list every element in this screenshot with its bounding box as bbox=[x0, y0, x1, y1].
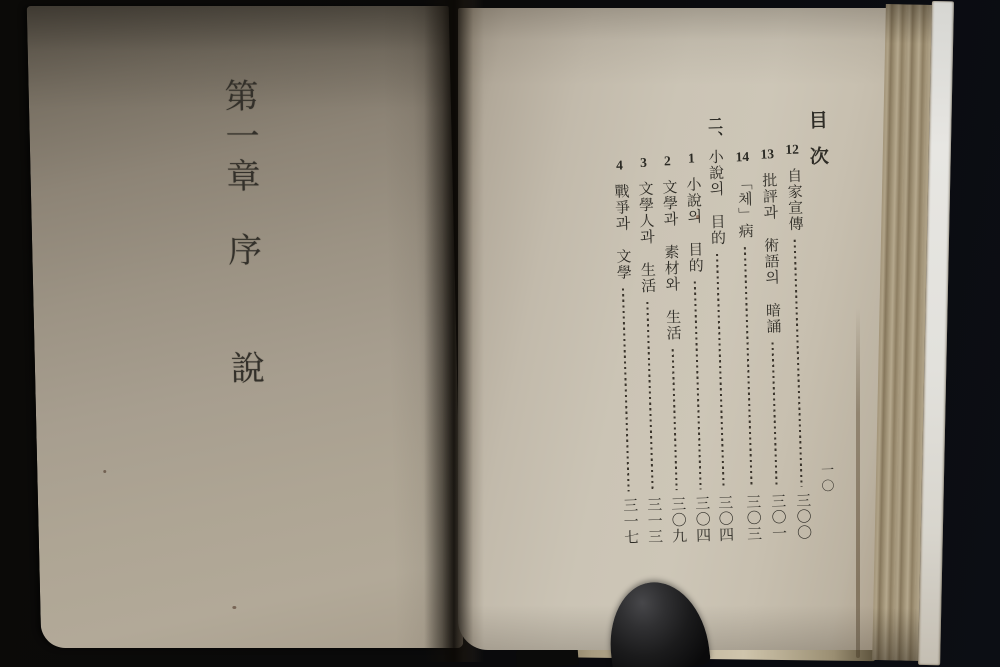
toc-dotted-leader bbox=[771, 342, 778, 487]
toc-item-number: 3 bbox=[639, 154, 648, 170]
toc-item-title: 自家宣傳 bbox=[785, 167, 803, 232]
toc-item-page-number: 三〇三 bbox=[744, 493, 762, 543]
toc-item-number: 12 bbox=[785, 141, 800, 157]
book-right-edge bbox=[872, 0, 958, 665]
toc-item-page-number: 三〇〇 bbox=[793, 492, 812, 541]
toc-item-page-number: 三一三 bbox=[645, 496, 663, 545]
toc-item-number: 14 bbox=[735, 148, 750, 165]
book-gutter-shadow bbox=[424, 0, 484, 662]
toc-item-number: 1 bbox=[687, 150, 695, 166]
toc-item-title: 小說의 目的 bbox=[706, 148, 726, 247]
toc-item-number: 13 bbox=[760, 146, 775, 162]
toc-dotted-leader bbox=[716, 254, 725, 489]
toc-item-title: ﹁체﹂病 bbox=[735, 174, 754, 240]
chapter-number-text: 第一章 bbox=[218, 78, 259, 198]
paper-speck bbox=[103, 470, 106, 473]
right-page bbox=[458, 8, 890, 650]
toc-item-page-number: 三〇四 bbox=[693, 495, 711, 544]
toc-title-column bbox=[803, 110, 831, 183]
toc-item-number: 4 bbox=[615, 157, 624, 173]
toc-dotted-leader bbox=[744, 247, 753, 488]
chapter-heading bbox=[218, 78, 262, 390]
toc-item-number: 2 bbox=[663, 153, 671, 169]
folio-page-number: 一〇 bbox=[818, 462, 835, 496]
toc-item-title: 戰爭과 文學 bbox=[612, 183, 632, 281]
toc-item-page-number: 三〇一 bbox=[768, 493, 787, 542]
toc-item-title: 批評과 術語의 暗誦 bbox=[760, 172, 781, 335]
toc-item-page-number: 三〇九 bbox=[669, 495, 687, 545]
chapter-title-char-2: 說 bbox=[224, 350, 263, 390]
toc-item-title: 文學人과 生活 bbox=[636, 180, 656, 295]
toc-dotted-leader bbox=[694, 281, 702, 489]
toc-dotted-leader bbox=[622, 288, 630, 491]
chapter-title-char-1: 序 bbox=[222, 232, 261, 272]
toc-item-title: 文學과 素材와 生活 bbox=[660, 178, 681, 342]
toc-dotted-leader bbox=[793, 240, 802, 487]
toc-dotted-leader bbox=[646, 302, 654, 491]
toc-title: 目次 bbox=[805, 109, 829, 183]
toc-item-page-number: 三〇四 bbox=[716, 494, 734, 543]
toc-item-page-number: 三一七 bbox=[621, 497, 639, 546]
paper-speck bbox=[232, 606, 236, 609]
toc-section-number: 二、 bbox=[705, 115, 723, 147]
toc-dotted-leader bbox=[671, 349, 678, 490]
table-of-contents bbox=[455, 6, 905, 660]
left-page bbox=[27, 6, 464, 648]
toc-item-title: 小說의 目的 bbox=[684, 176, 703, 274]
